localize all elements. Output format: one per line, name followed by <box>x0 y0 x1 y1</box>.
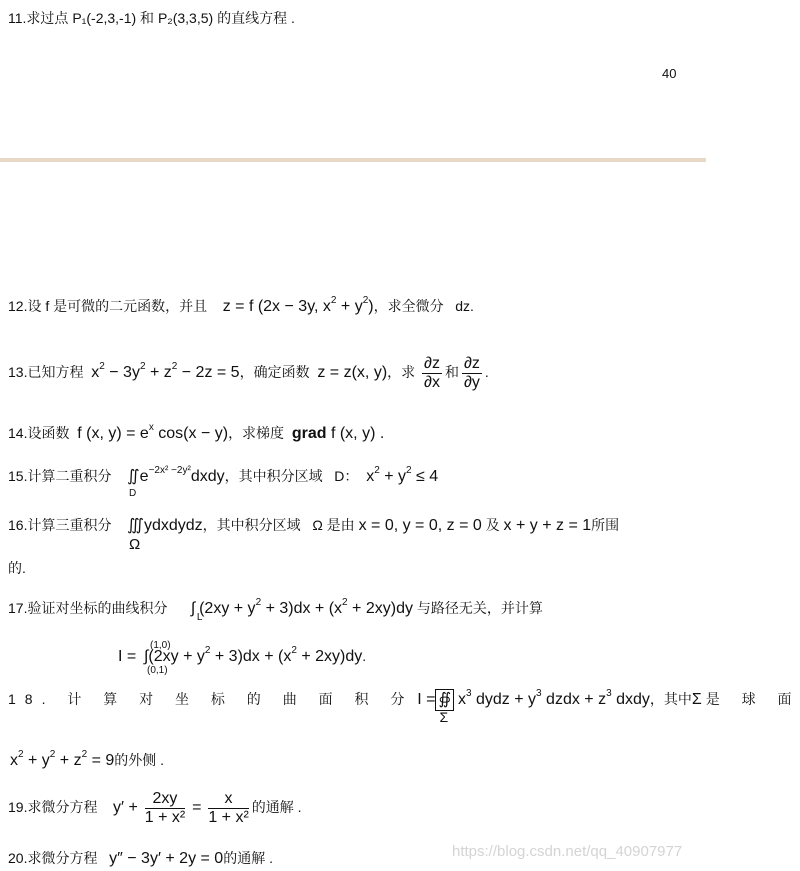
problem-20 <box>8 848 273 869</box>
problem-15-integrand <box>139 465 225 485</box>
exponent: 2 <box>99 361 105 373</box>
lower-limit: (0,1) <box>147 665 168 676</box>
problem-13-text3: ，求 <box>387 364 416 381</box>
formula-part: dydz + y <box>471 691 537 708</box>
sphere-equation <box>10 749 115 769</box>
triple-integral <box>127 515 144 553</box>
integral-domain: D <box>129 488 137 499</box>
integral-sign: ∬ <box>127 468 140 485</box>
problem-15-domain-label: D： <box>334 468 359 484</box>
fraction-right <box>208 790 248 827</box>
denominator: 1 + x² <box>208 809 249 826</box>
problem-11 <box>8 8 295 28</box>
problem-19-text: 19.求微分方程 <box>8 799 98 816</box>
problem-13-function: z = z(x, y) <box>317 364 388 382</box>
denominator: 1 + x² <box>144 809 186 826</box>
problem-17-definite <box>118 640 367 676</box>
formula-part: e <box>139 468 149 485</box>
surface-integral <box>435 689 454 725</box>
problem-16-text: 16.计算三重积分 <box>8 517 112 533</box>
formula-part: x <box>10 752 18 769</box>
problem-13-equation <box>91 361 240 382</box>
formula-part: z = f (2x − 3y, x <box>222 298 331 315</box>
formula-part: = 9 <box>87 752 115 769</box>
formula-part: ≤ 4 <box>411 468 439 485</box>
problem-17-text2: 与路径无关，并计算 <box>416 600 543 616</box>
formula-part: + 2xy)dy <box>296 648 363 665</box>
problem-15-domain <box>366 465 439 485</box>
exponent: −2x² −2y² <box>148 465 191 476</box>
formula-part: + z <box>55 752 82 769</box>
formula-part: dxdy <box>611 691 650 708</box>
watermark: https://blog.csdn.net/qq_40907977 <box>452 843 683 860</box>
problem-17-integrand <box>199 597 413 617</box>
numerator: ∂z <box>424 355 440 372</box>
exponent: 2 <box>291 645 297 656</box>
problem-18-integrand <box>458 688 650 708</box>
problem-20-text: 20.求微分方程 <box>8 850 98 866</box>
problem-19 <box>8 790 302 827</box>
problem-16-plane: x + y + z = 1 <box>503 517 592 534</box>
problem-12 <box>8 296 474 319</box>
integral-domain: Ω <box>129 536 141 553</box>
problem-18-text: 18. 计 算 对 坐 标 的 曲 面 积 分 <box>8 691 414 707</box>
numerator: x <box>208 790 248 809</box>
exponent: 2 <box>342 597 348 608</box>
problem-18-end: 的外侧 . <box>114 752 165 768</box>
exponent: 2 <box>171 361 178 373</box>
formula-part: + y <box>23 752 50 769</box>
equals: = <box>192 799 202 817</box>
integral-sign: ∫ <box>144 648 149 665</box>
formula-part: + z <box>145 364 172 382</box>
problem-13 <box>8 355 489 392</box>
I-equals: I = <box>118 648 137 665</box>
formula-part: x <box>458 691 466 708</box>
integral-surface: Σ <box>439 709 449 725</box>
problem-18-text3: 是 球 面 <box>705 691 800 707</box>
problem-14-gradient: f (x, y) . <box>326 425 385 442</box>
problem-15-text2: ，其中积分区域 <box>224 468 323 484</box>
problem-16-integrand: ydxdydz <box>143 517 203 534</box>
partial-z-x-fraction <box>422 355 442 392</box>
formula-part: + 3)dx + (x <box>261 600 343 617</box>
problem-17-end: . <box>362 648 367 664</box>
double-integral <box>127 466 140 499</box>
formula-part: − 3y <box>104 364 140 382</box>
problem-18 <box>8 688 800 725</box>
problem-14 <box>8 423 384 446</box>
exponent: 3 <box>606 688 612 699</box>
exponent: 2 <box>204 645 211 656</box>
page-number: 40 <box>662 66 677 81</box>
problem-16-and: 及 <box>485 517 500 533</box>
problem-16-continuation: 的. <box>8 560 26 576</box>
exponent: 2 <box>362 295 369 306</box>
problem-12-text2: ，求全微分 <box>373 298 444 314</box>
numerator: 2xy <box>145 790 185 809</box>
exponent: 3 <box>466 688 472 699</box>
formula-part: (2xy + y <box>199 600 256 617</box>
problem-15-text: 15.计算二重积分 <box>8 468 112 484</box>
problem-18-sphere <box>10 750 164 773</box>
formula-part: x <box>91 364 100 382</box>
exponent: 2 <box>330 295 337 306</box>
upper-limit: (1,0) <box>150 640 171 651</box>
formula-part: cos(x − y) <box>153 425 229 442</box>
formula-part: (2xy + y <box>148 648 205 665</box>
I-equals: I = <box>417 691 436 708</box>
problem-13-end: . <box>484 364 489 381</box>
exponent: 2 <box>18 749 24 760</box>
problem-13-text2: ，确定函数 <box>239 364 310 381</box>
exponent: 2 <box>255 597 262 608</box>
integral-sign: ∭ <box>127 517 144 534</box>
problem-18-text2: ，其中 <box>649 691 692 707</box>
denominator: ∂x <box>424 374 440 391</box>
problem-11-points: P₁(-2,3,-1) 和 P₂(3,3,5) 的直线方程 <box>72 10 288 26</box>
formula-part: + 2xy)dy <box>347 600 413 617</box>
problem-16-text3: Ω 是由 <box>312 517 355 533</box>
integral-sign: ∯ <box>435 689 454 711</box>
line-integral <box>190 598 203 623</box>
formula-part: ) <box>368 298 374 315</box>
problem-11-end: . <box>287 10 295 26</box>
problem-20-equation: y″ − 3y′ + 2y = 0 <box>109 850 224 867</box>
formula-part: dzdx + z <box>541 691 607 708</box>
problem-17-text: 17.验证对坐标的曲线积分 <box>8 600 168 616</box>
formula-part: + y <box>379 468 406 485</box>
problem-14-function <box>77 422 229 442</box>
formula-part: x <box>366 468 375 485</box>
formula-part: − 2z = 5 <box>177 364 240 382</box>
exponent: 2 <box>81 749 88 760</box>
exponent: 2 <box>49 749 56 760</box>
formula-part: + 3)dx + (x <box>210 648 292 665</box>
problem-12-dz: dz. <box>455 298 474 314</box>
formula-part: f (x, y) = e <box>77 425 149 442</box>
problem-20-end: 的通解 . <box>223 850 273 866</box>
partial-z-y-fraction <box>462 355 482 392</box>
problem-16-text2: ，其中积分区域 <box>202 517 301 533</box>
definite-integral <box>144 640 171 676</box>
exponent: 2 <box>139 361 146 373</box>
problem-16-text4: 所围 <box>591 517 620 533</box>
problem-12-formula <box>222 295 374 315</box>
formula-part: dxdy <box>190 468 225 485</box>
problem-14-text2: ，求梯度 <box>228 425 285 441</box>
exponent: 2 <box>374 465 380 476</box>
exponent: x <box>148 422 154 433</box>
problem-16-planes: x = 0, y = 0, z = 0 <box>358 517 482 534</box>
problem-11-text: 11.求过点 <box>8 10 73 26</box>
problem-13-text: 13.已知方程 <box>8 364 84 381</box>
integral-path: L <box>196 612 203 623</box>
page-separator <box>0 158 706 162</box>
problem-12-text: 12.设 f 是可微的二元函数，并且 <box>8 298 208 314</box>
sigma: Σ <box>691 691 702 708</box>
denominator: ∂y <box>463 374 480 391</box>
grad-label: grad <box>291 425 327 442</box>
problem-13-and: 和 <box>444 364 459 381</box>
problem-16 <box>8 515 620 553</box>
numerator: ∂z <box>463 355 480 372</box>
problem-15 <box>8 465 439 499</box>
exponent: 2 <box>405 465 412 476</box>
problem-17 <box>8 598 543 621</box>
problem-14-text: 14.设函数 <box>8 425 70 441</box>
formula-part: + y <box>336 298 363 315</box>
problem-19-end: 的通解 . <box>251 799 302 816</box>
y-prime: y′ + <box>113 799 138 817</box>
fraction-left <box>145 790 185 827</box>
integral-sign: ∫ <box>190 600 196 617</box>
exponent: 3 <box>536 688 542 699</box>
